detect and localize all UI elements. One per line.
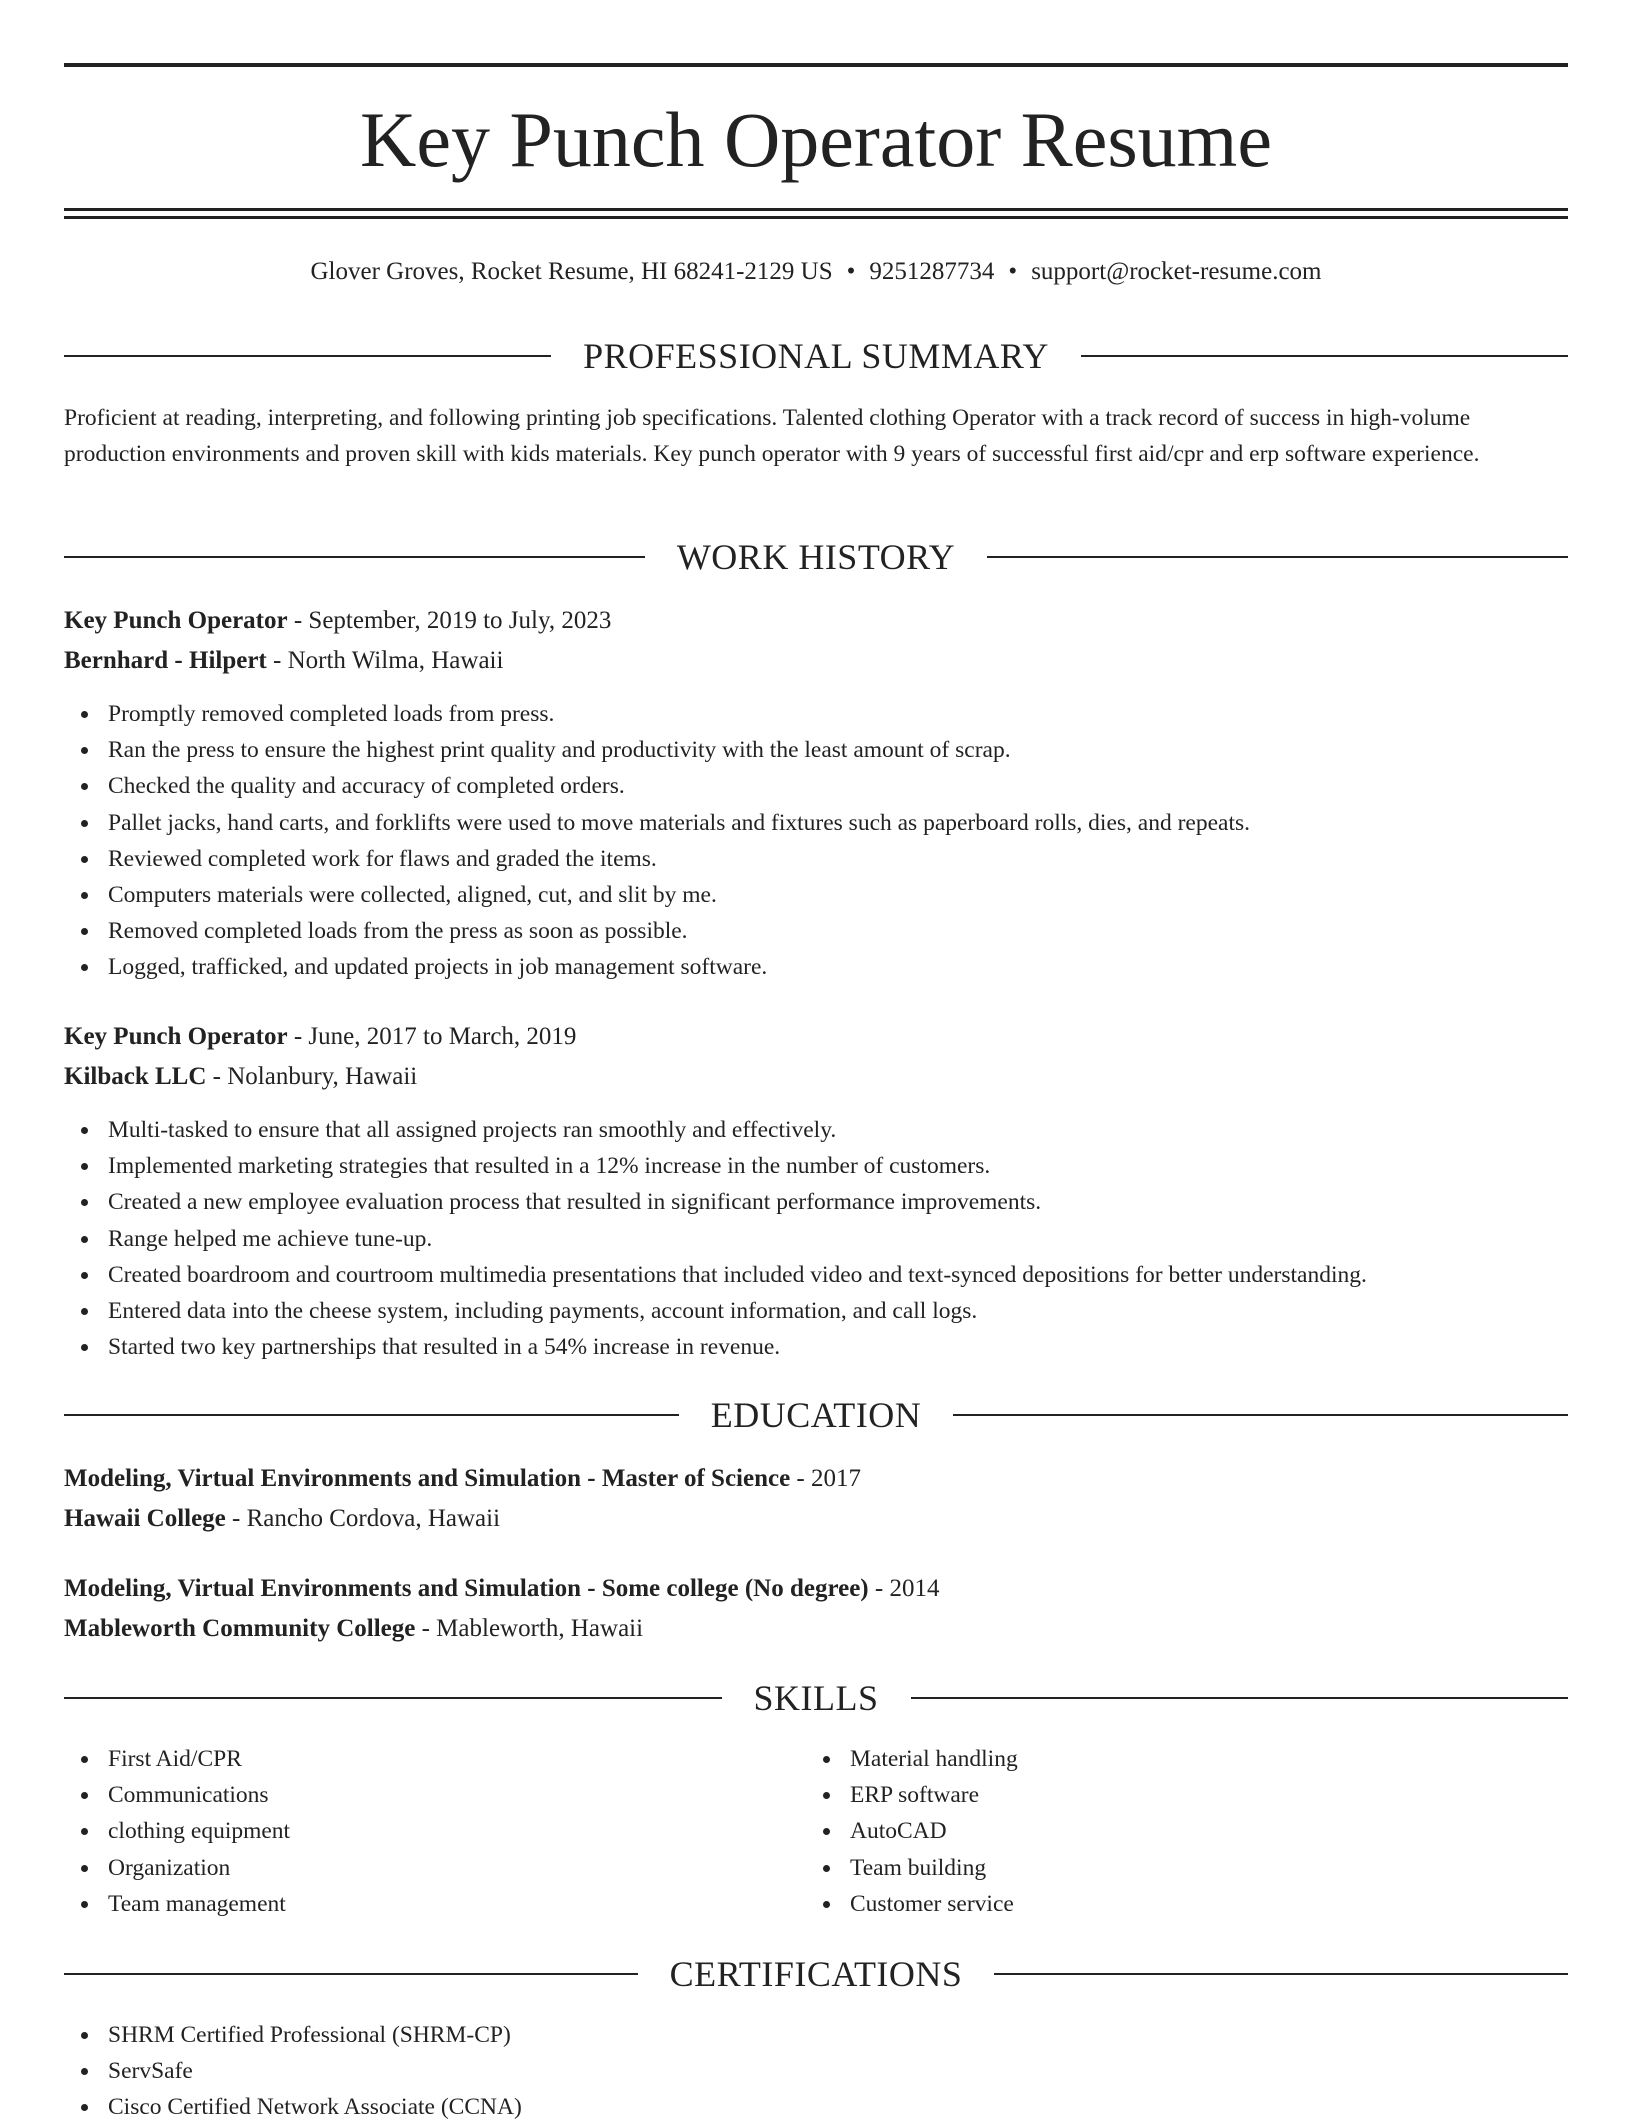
education-degree-line: [64, 1461, 1568, 1497]
contact-email: support@rocket-resume.com: [1031, 258, 1322, 285]
certification-item: Cisco Certified Network Associate (CCNA): [64, 2089, 1568, 2125]
skills-list-left: [64, 1741, 764, 1922]
education-year: - 2017: [790, 1465, 861, 1492]
certification-item: SHRM Certified Professional (SHRM-CP): [64, 2017, 1568, 2053]
education-location: - Rancho Cordova, Hawaii: [225, 1505, 501, 1532]
contact-address: Glover Groves, Rocket Resume, HI 68241-2129 US: [310, 258, 833, 285]
list-item: Reviewed completed work for flaws and graded the items.: [64, 841, 1568, 877]
education-degree: Modeling, Virtual Environments and Simulation - Master of Science: [64, 1465, 791, 1492]
resume-title: Key Punch Operator Resume: [360, 96, 1272, 183]
heading-rule: [64, 1697, 722, 1699]
job-company-line: [64, 643, 1568, 679]
heading-rule: [987, 556, 1568, 558]
title-rule-lower: [64, 216, 1568, 219]
list-item: Range helped me achieve tune-up.: [64, 1221, 1568, 1257]
skill-item: AutoCAD: [806, 1813, 1506, 1849]
education-school-line: [64, 1501, 1568, 1537]
job-title: Key Punch Operator: [64, 1023, 288, 1050]
heading-rule: [1081, 355, 1568, 357]
education-degree: Modeling, Virtual Environments and Simulation - Some college (No degree): [64, 1575, 869, 1602]
job-dates: - September, 2019 to July, 2023: [287, 607, 612, 634]
education-school-line: [64, 1611, 1568, 1647]
contact-separator: •: [846, 258, 856, 285]
section-heading-skills: [64, 1676, 1568, 1720]
list-item: Computers materials were collected, aligned, cut, and slit by me.: [64, 877, 1568, 913]
job-company: Kilback LLC: [64, 1063, 207, 1090]
list-item: Removed completed loads from the press as soon as possible.: [64, 913, 1568, 949]
contact-phone: 9251287734: [869, 258, 995, 285]
section-title: PROFESSIONAL SUMMARY: [583, 336, 1049, 376]
summary-text: Proficient at reading, interpreting, and following printing job specifications. Talented clothing Operator with a track record of success in high-volume production environments and proven skill with kids materials. Key punch operator with 9 years of successful first aid/cpr and erp software experience.: [64, 405, 1480, 467]
heading-rule: [64, 1414, 679, 1416]
skills-list-right: [806, 1741, 1506, 1922]
skill-item: Team building: [806, 1850, 1506, 1886]
section-heading-certifications: [64, 1952, 1568, 1996]
job-location: - Nolanbury, Hawaii: [206, 1063, 418, 1090]
job-location: - North Wilma, Hawaii: [266, 647, 504, 674]
skill-item: Customer service: [806, 1886, 1506, 1922]
job-title-line: [64, 1019, 1568, 1055]
list-item: Logged, trafficked, and updated projects in job management software.: [64, 949, 1568, 985]
section-title: WORK HISTORY: [676, 537, 956, 577]
skill-item: Material handling: [806, 1741, 1506, 1777]
heading-rule: [911, 1697, 1569, 1699]
education-school: Mableworth Community College: [64, 1615, 416, 1642]
list-item: Ran the press to ensure the highest print quality and productivity with the least amount of scrap.: [64, 732, 1568, 768]
job-dates: - June, 2017 to March, 2019: [287, 1023, 577, 1050]
list-item: Multi-tasked to ensure that all assigned projects ran smoothly and effectively.: [64, 1112, 1568, 1148]
certifications-list: [64, 2017, 1568, 2126]
skill-item: Organization: [64, 1850, 764, 1886]
list-item: Entered data into the cheese system, including payments, account information, and call logs.: [64, 1293, 1568, 1329]
job-title-line: [64, 603, 1568, 639]
heading-rule: [953, 1414, 1568, 1416]
job-bullets: [64, 696, 1568, 986]
heading-rule: [994, 1973, 1568, 1975]
certification-item: ServSafe: [64, 2053, 1568, 2089]
list-item: Started two key partnerships that resulted in a 54% increase in revenue.: [64, 1329, 1568, 1365]
list-item: Implemented marketing strategies that resulted in a 12% increase in the number of customers.: [64, 1148, 1568, 1184]
skill-item: Communications: [64, 1777, 764, 1813]
education-school: Hawaii College: [64, 1505, 226, 1532]
job-bullets: [64, 1112, 1568, 1365]
title-rule-upper: [64, 208, 1568, 211]
heading-rule: [64, 1973, 638, 1975]
section-heading-work: [64, 535, 1568, 579]
heading-rule: [64, 556, 645, 558]
skill-item: ERP software: [806, 1777, 1506, 1813]
job-company: Bernhard - Hilpert: [64, 647, 267, 674]
list-item: Promptly removed completed loads from press.: [64, 696, 1568, 732]
contact-line: [64, 255, 1568, 289]
heading-rule: [64, 355, 551, 357]
list-item: Created a new employee evaluation process that resulted in significant performance improvements.: [64, 1184, 1568, 1220]
list-item: Checked the quality and accuracy of completed orders.: [64, 768, 1568, 804]
section-heading-education: [64, 1393, 1568, 1437]
contact-separator: •: [1008, 258, 1018, 285]
skill-item: Team management: [64, 1886, 764, 1922]
education-degree-line: [64, 1571, 1568, 1607]
job-company-line: [64, 1059, 1568, 1095]
job-title: Key Punch Operator: [64, 607, 288, 634]
section-title: SKILLS: [753, 1678, 879, 1718]
skill-item: First Aid/CPR: [64, 1741, 764, 1777]
education-location: - Mableworth, Hawaii: [415, 1615, 644, 1642]
top-rule: [64, 63, 1568, 67]
section-title: EDUCATION: [710, 1395, 922, 1435]
education-year: - 2014: [868, 1575, 940, 1602]
section-title: CERTIFICATIONS: [669, 1954, 963, 1994]
list-item: Created boardroom and courtroom multimedia presentations that included video and text-synced depositions for better understanding.: [64, 1257, 1568, 1293]
skill-item: clothing equipment: [64, 1813, 764, 1849]
list-item: Pallet jacks, hand carts, and forklifts were used to move materials and fixtures such as paperboard rolls, dies, and repeats.: [64, 805, 1568, 841]
section-heading-summary: [64, 334, 1568, 378]
